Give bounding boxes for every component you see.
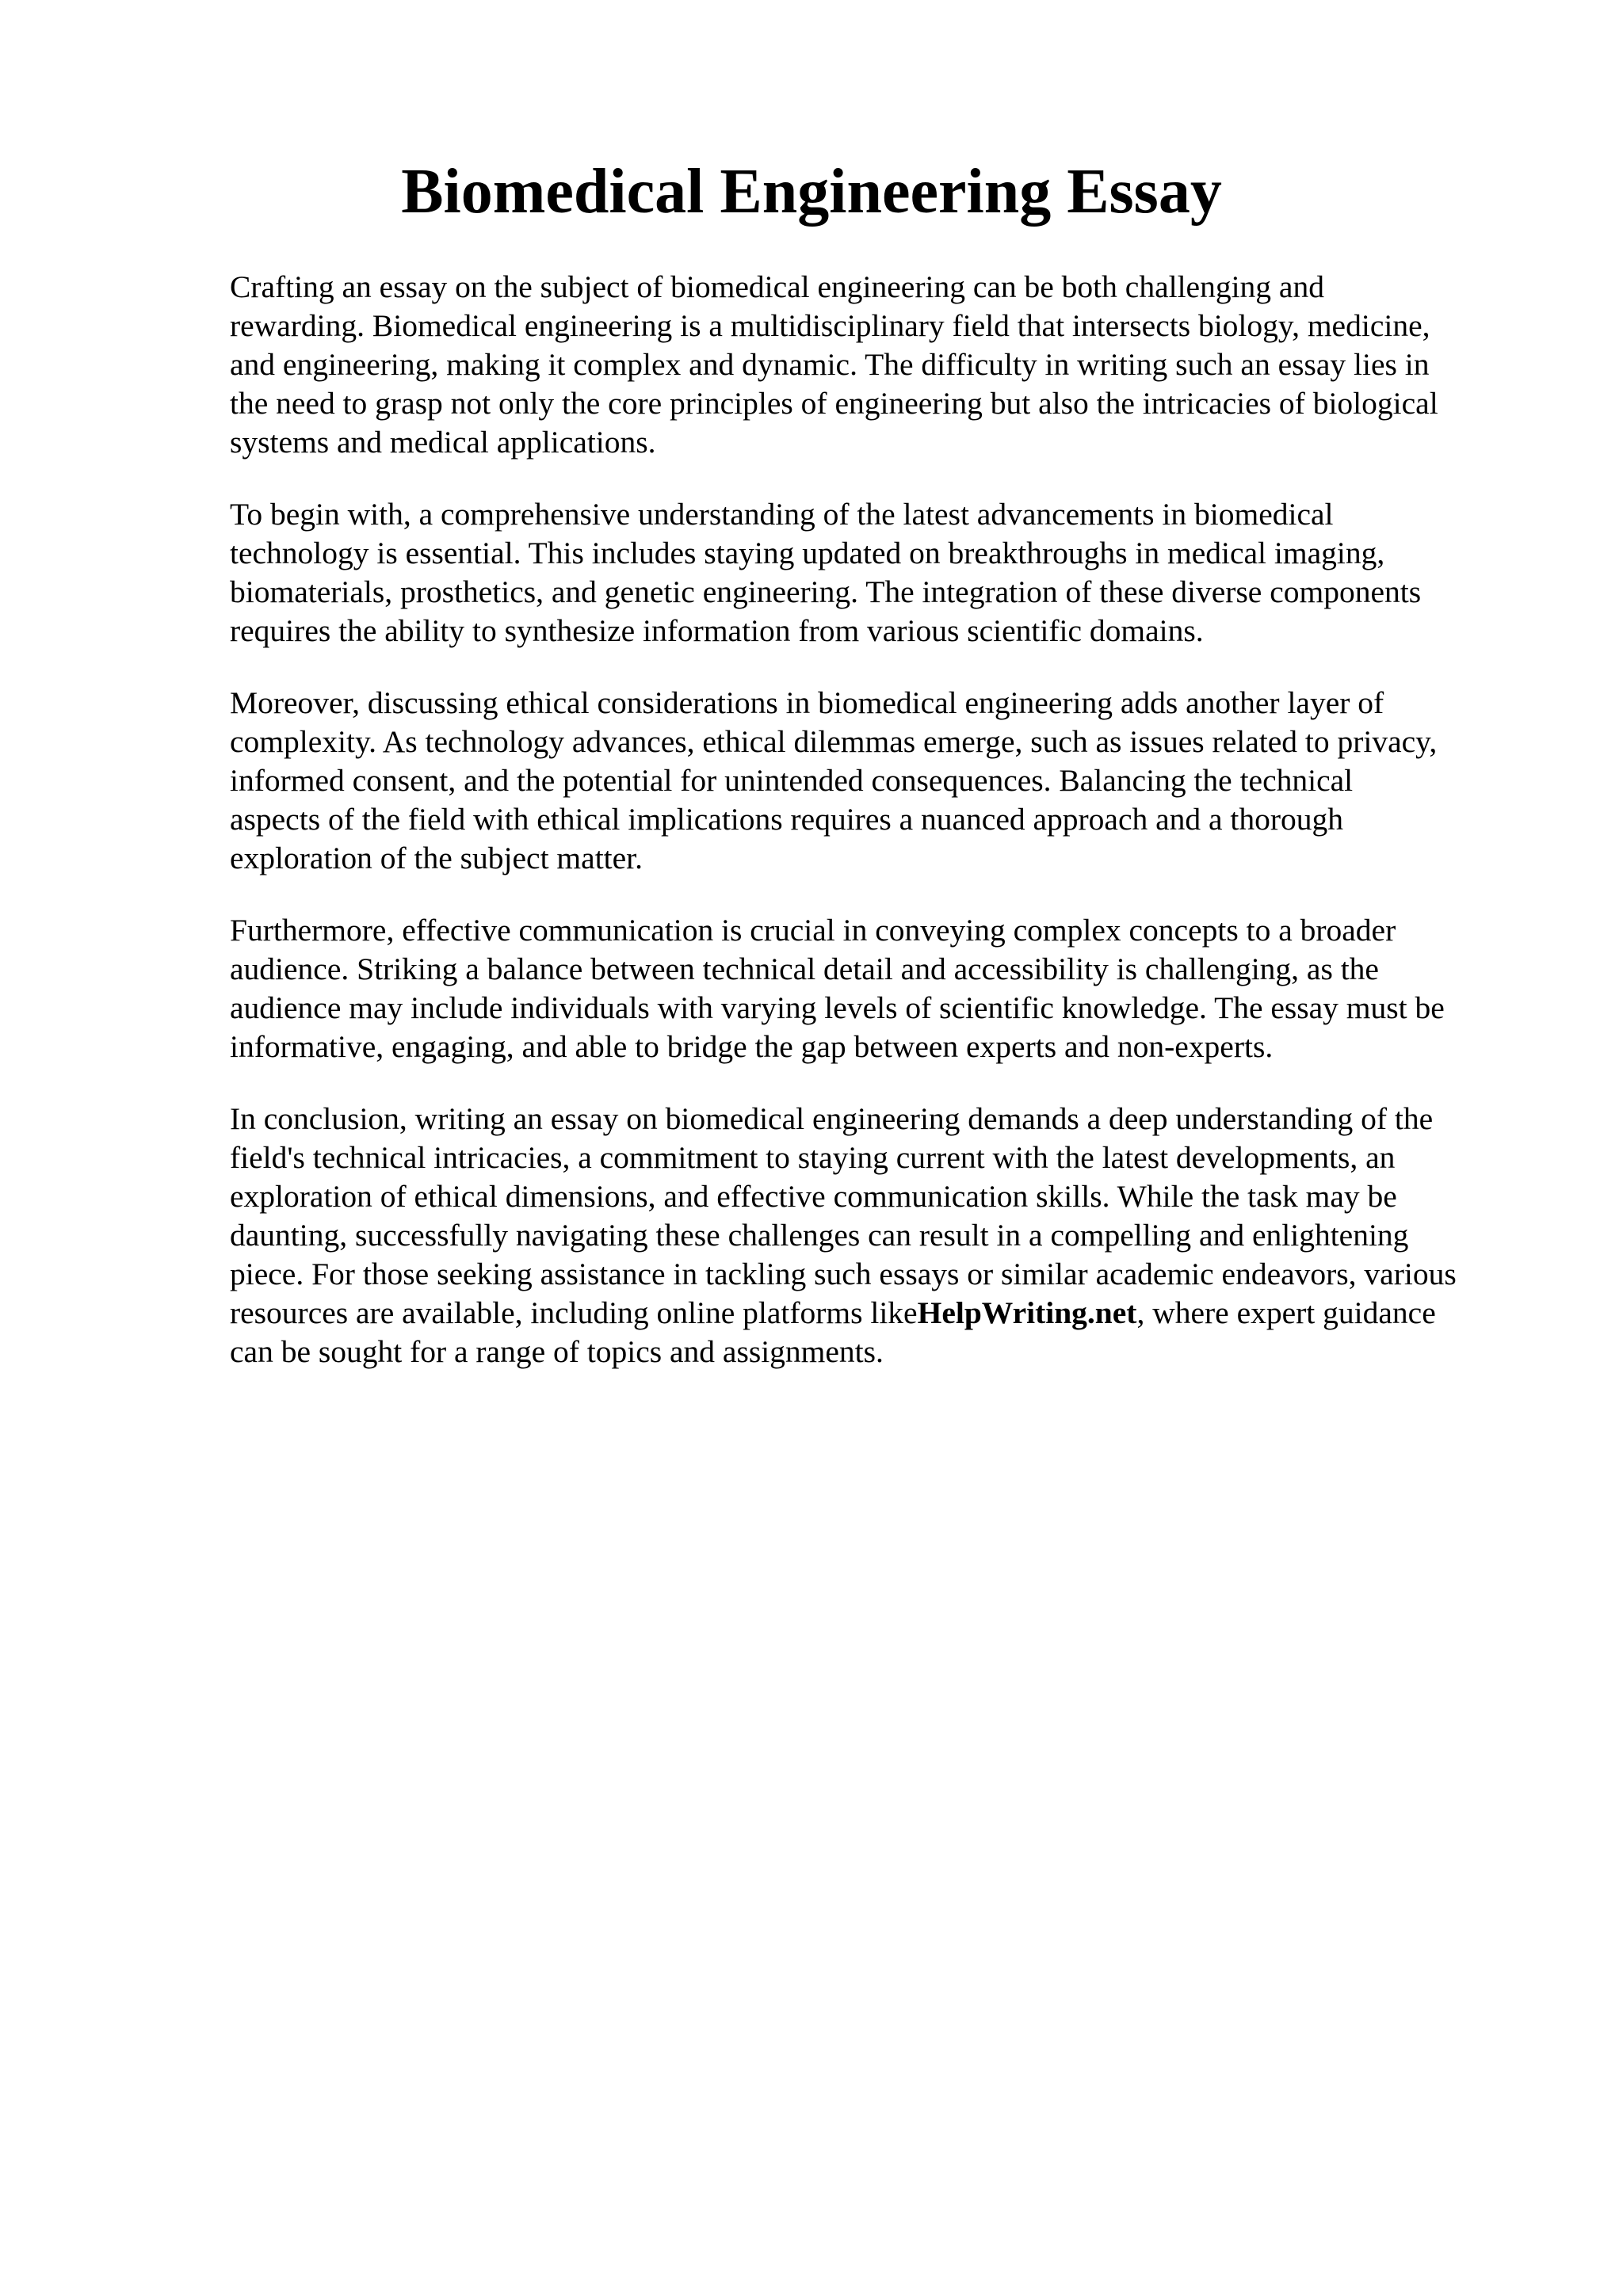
text-line: technology is essential. This includes staying updated on breakthroughs in medical imaging, xyxy=(230,536,1385,570)
text-line: informative, engaging, and able to bridge the gap between experts and non-experts. xyxy=(230,1029,1274,1064)
text-line: exploration of the subject matter. xyxy=(230,841,643,875)
text-line: systems and medical applications. xyxy=(230,425,656,460)
text-line: field's technical intricacies, a commitment to staying current with the latest developments, an xyxy=(230,1140,1396,1175)
text-line: audience. Striking a balance between technical detail and accessibility is challenging, as the xyxy=(230,952,1379,986)
text-line: biomaterials, prosthetics, and genetic engineering. The integration of these diverse components xyxy=(230,574,1422,609)
text-line: Moreover, discussing ethical considerations in biomedical engineering adds another layer of xyxy=(230,685,1384,720)
paragraph-intro xyxy=(230,268,1529,462)
text-line: aspects of the field with ethical implications requires a nuanced approach and a thorough xyxy=(230,802,1344,837)
text-line: can be sought for a range of topics and assignments. xyxy=(230,1334,884,1369)
text-line-suffix: , where expert guidance xyxy=(1136,1295,1436,1330)
text-line: and engineering, making it complex and dynamic. The difficulty in writing such an essay lies in xyxy=(230,347,1430,382)
paragraph-communication xyxy=(230,911,1529,1066)
text-line: informed consent, and the potential for unintended consequences. Balancing the technical xyxy=(230,763,1354,798)
text-line: the need to grasp not only the core principles of engineering but also the intricacies of biological xyxy=(230,386,1438,421)
paragraph-conclusion xyxy=(230,1100,1529,1371)
text-line-prefix: resources are available, including online platforms like xyxy=(230,1295,918,1330)
helpwriting-link[interactable]: HelpWriting.net xyxy=(917,1295,1137,1330)
text-line: audience may include individuals with varying levels of scientific knowledge. The essay must be xyxy=(230,990,1445,1025)
paragraph-ethics xyxy=(230,684,1529,878)
document-title: Biomedical Engineering Essay xyxy=(401,157,1222,227)
text-line: In conclusion, writing an essay on biomedical engineering demands a deep understanding of the xyxy=(230,1101,1434,1136)
text-line: complexity. As technology advances, ethical dilemmas emerge, such as issues related to privacy, xyxy=(230,724,1438,759)
text-line: Crafting an essay on the subject of biomedical engineering can be both challenging and xyxy=(230,269,1324,304)
text-line: rewarding. Biomedical engineering is a multidisciplinary field that intersects biology, medicine, xyxy=(230,308,1430,343)
text-line: piece. For those seeking assistance in tackling such essays or similar academic endeavors, various xyxy=(230,1257,1457,1291)
paragraph-advancements xyxy=(230,495,1529,650)
text-line: daunting, successfully navigating these challenges can result in a compelling and enlightening xyxy=(230,1218,1409,1253)
text-line: requires the ability to synthesize information from various scientific domains. xyxy=(230,613,1204,648)
essay-body xyxy=(230,268,1529,1405)
text-line: exploration of ethical dimensions, and effective communication skills. While the task may be xyxy=(230,1179,1397,1214)
text-line: To begin with, a comprehensive understanding of the latest advancements in biomedical xyxy=(230,497,1334,532)
text-line: Furthermore, effective communication is crucial in conveying complex concepts to a broader xyxy=(230,913,1396,948)
